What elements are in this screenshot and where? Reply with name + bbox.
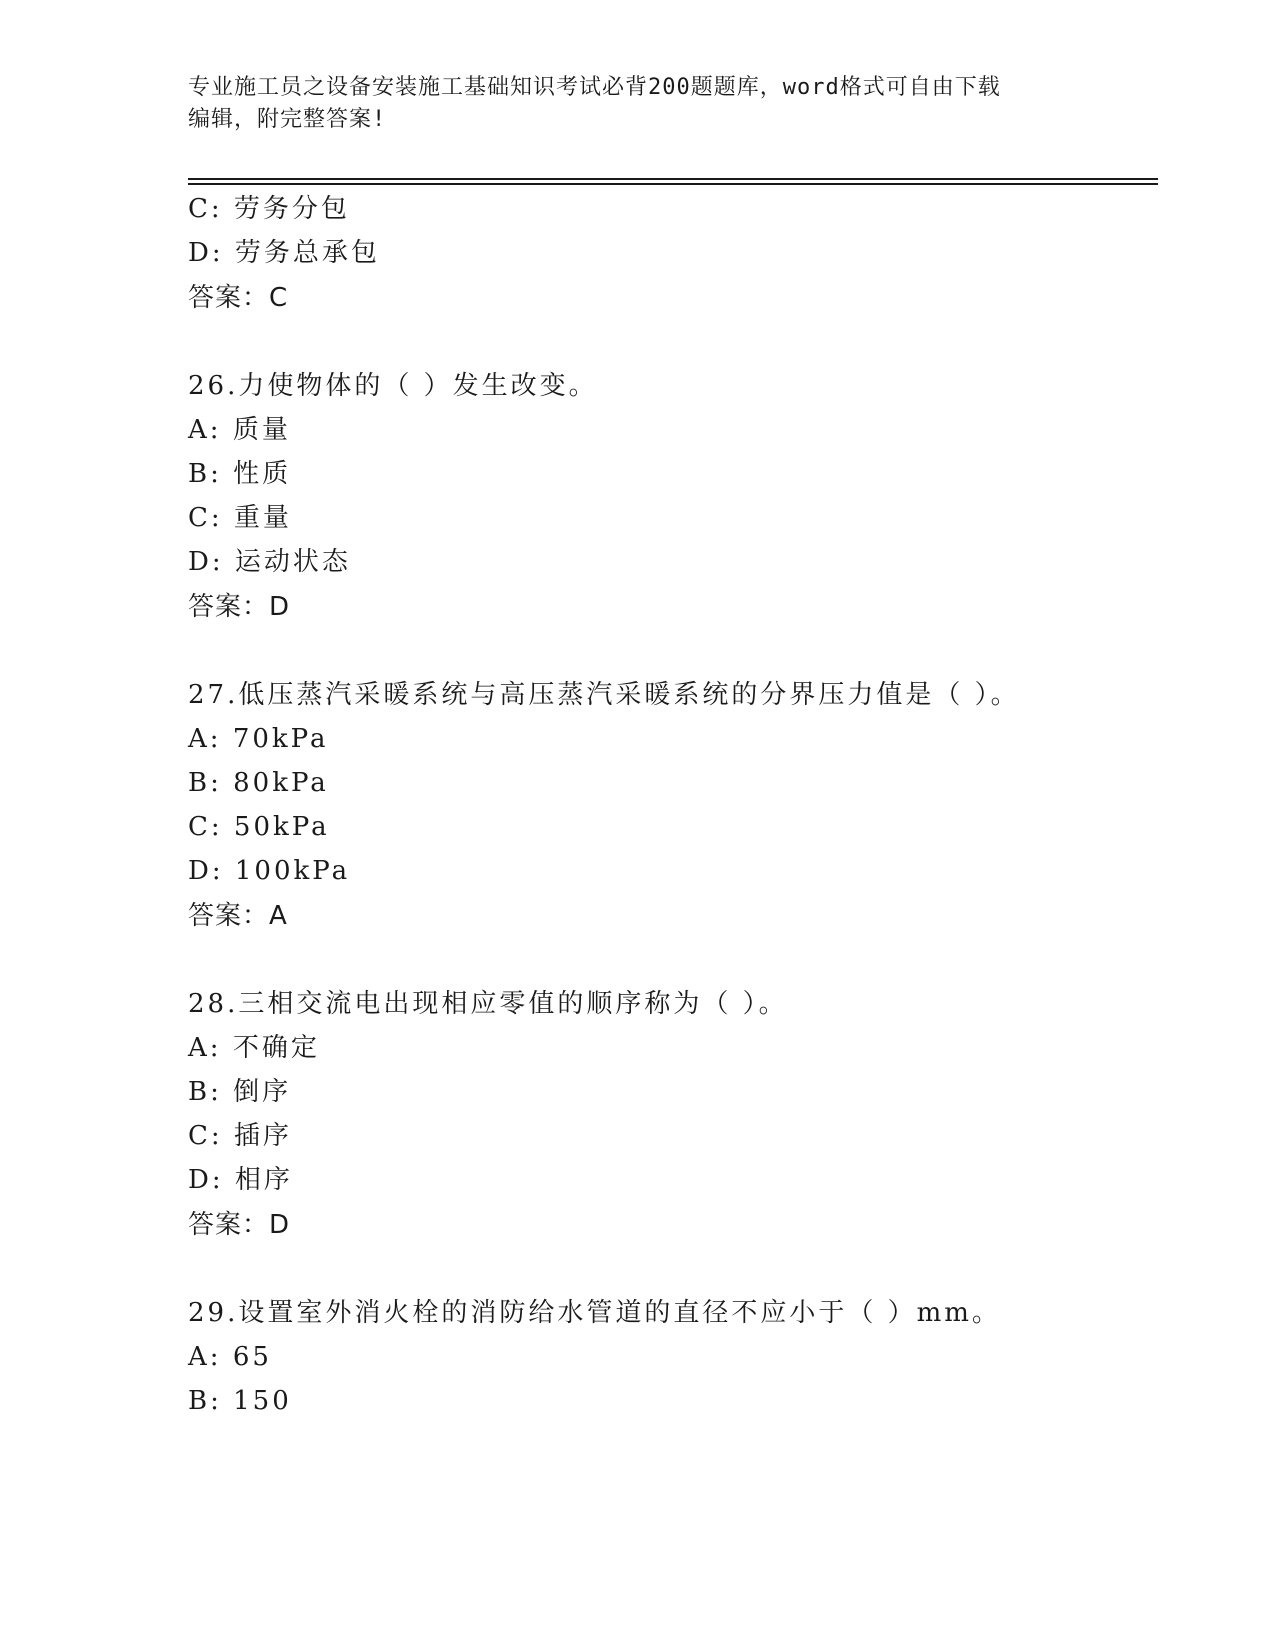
option-q26-c <box>188 501 292 535</box>
option-text: 65 <box>232 1342 272 1372</box>
header-line-1: 专业施工员之设备安装施工基础知识考试必背200题题库，word格式可自由下载 <box>188 75 1001 100</box>
option-q27-a <box>188 722 328 756</box>
option-text: 质量 <box>232 415 291 445</box>
option-q27-b <box>188 766 329 800</box>
option-text: 不确定 <box>232 1033 320 1063</box>
option-label: C: <box>188 1121 223 1151</box>
answer-q28: 答案：D <box>188 1210 291 1240</box>
option-q25-d <box>188 236 380 270</box>
question-27-text: 27.低压蒸汽采暖系统与高压蒸汽采暖系统的分界压力值是（ ）。 <box>188 680 1020 710</box>
option-q26-d <box>188 545 351 579</box>
document-header <box>188 72 1088 136</box>
option-q25-c <box>188 192 350 226</box>
option-q28-c <box>188 1119 292 1153</box>
option-q28-b <box>188 1075 291 1109</box>
option-q27-c <box>188 810 330 844</box>
option-text: 相序 <box>234 1165 293 1195</box>
option-text: 插序 <box>233 1121 292 1151</box>
option-label: D: <box>188 547 224 577</box>
option-q26-b <box>188 457 291 491</box>
option-label: B: <box>188 1077 222 1107</box>
question-26-text: 26.力使物体的（ ）发生改变。 <box>188 371 598 401</box>
question-28-text: 28.三相交流电出现相应零值的顺序称为（ ）。 <box>188 989 788 1019</box>
option-label: B: <box>188 1386 222 1416</box>
option-text: 80kPa <box>233 768 329 798</box>
header-divider-top <box>188 178 1158 180</box>
option-q28-a <box>188 1031 320 1065</box>
option-label: D: <box>188 1165 224 1195</box>
option-text: 性质 <box>233 459 292 489</box>
answer-q25: 答案：C <box>188 283 289 313</box>
option-text: 重量 <box>233 503 292 533</box>
option-label: C: <box>188 194 223 224</box>
answer-q27: 答案：A <box>188 901 288 931</box>
option-label: C: <box>188 503 223 533</box>
option-label: A: <box>188 1342 222 1372</box>
option-text: 运动状态 <box>234 547 351 577</box>
option-text: 100kPa <box>234 856 351 886</box>
option-q28-d <box>188 1163 293 1197</box>
option-label: D: <box>188 856 224 886</box>
header-line-2: 编辑，附完整答案! <box>188 107 387 132</box>
option-label: A: <box>188 724 222 754</box>
option-text: 倒序 <box>233 1077 292 1107</box>
option-label: B: <box>188 768 222 798</box>
option-text: 劳务总承包 <box>234 238 380 268</box>
option-label: D: <box>188 238 224 268</box>
option-q27-d <box>188 854 350 888</box>
option-text: 劳务分包 <box>233 194 350 224</box>
option-label: C: <box>188 812 223 842</box>
answer-q26: 答案：D <box>188 592 291 622</box>
option-text: 70kPa <box>232 724 329 754</box>
option-label: A: <box>188 415 222 445</box>
option-label: B: <box>188 459 222 489</box>
question-29-text: 29.设置室外消火栓的消防给水管道的直径不应小于（ ）mm。 <box>188 1298 1001 1328</box>
option-q26-a <box>188 413 291 447</box>
option-label: A: <box>188 1033 222 1063</box>
option-q29-b <box>188 1384 292 1418</box>
header-divider-bottom <box>188 183 1158 185</box>
option-q29-a <box>188 1340 272 1374</box>
option-text: 50kPa <box>233 812 330 842</box>
option-text: 150 <box>233 1386 292 1416</box>
